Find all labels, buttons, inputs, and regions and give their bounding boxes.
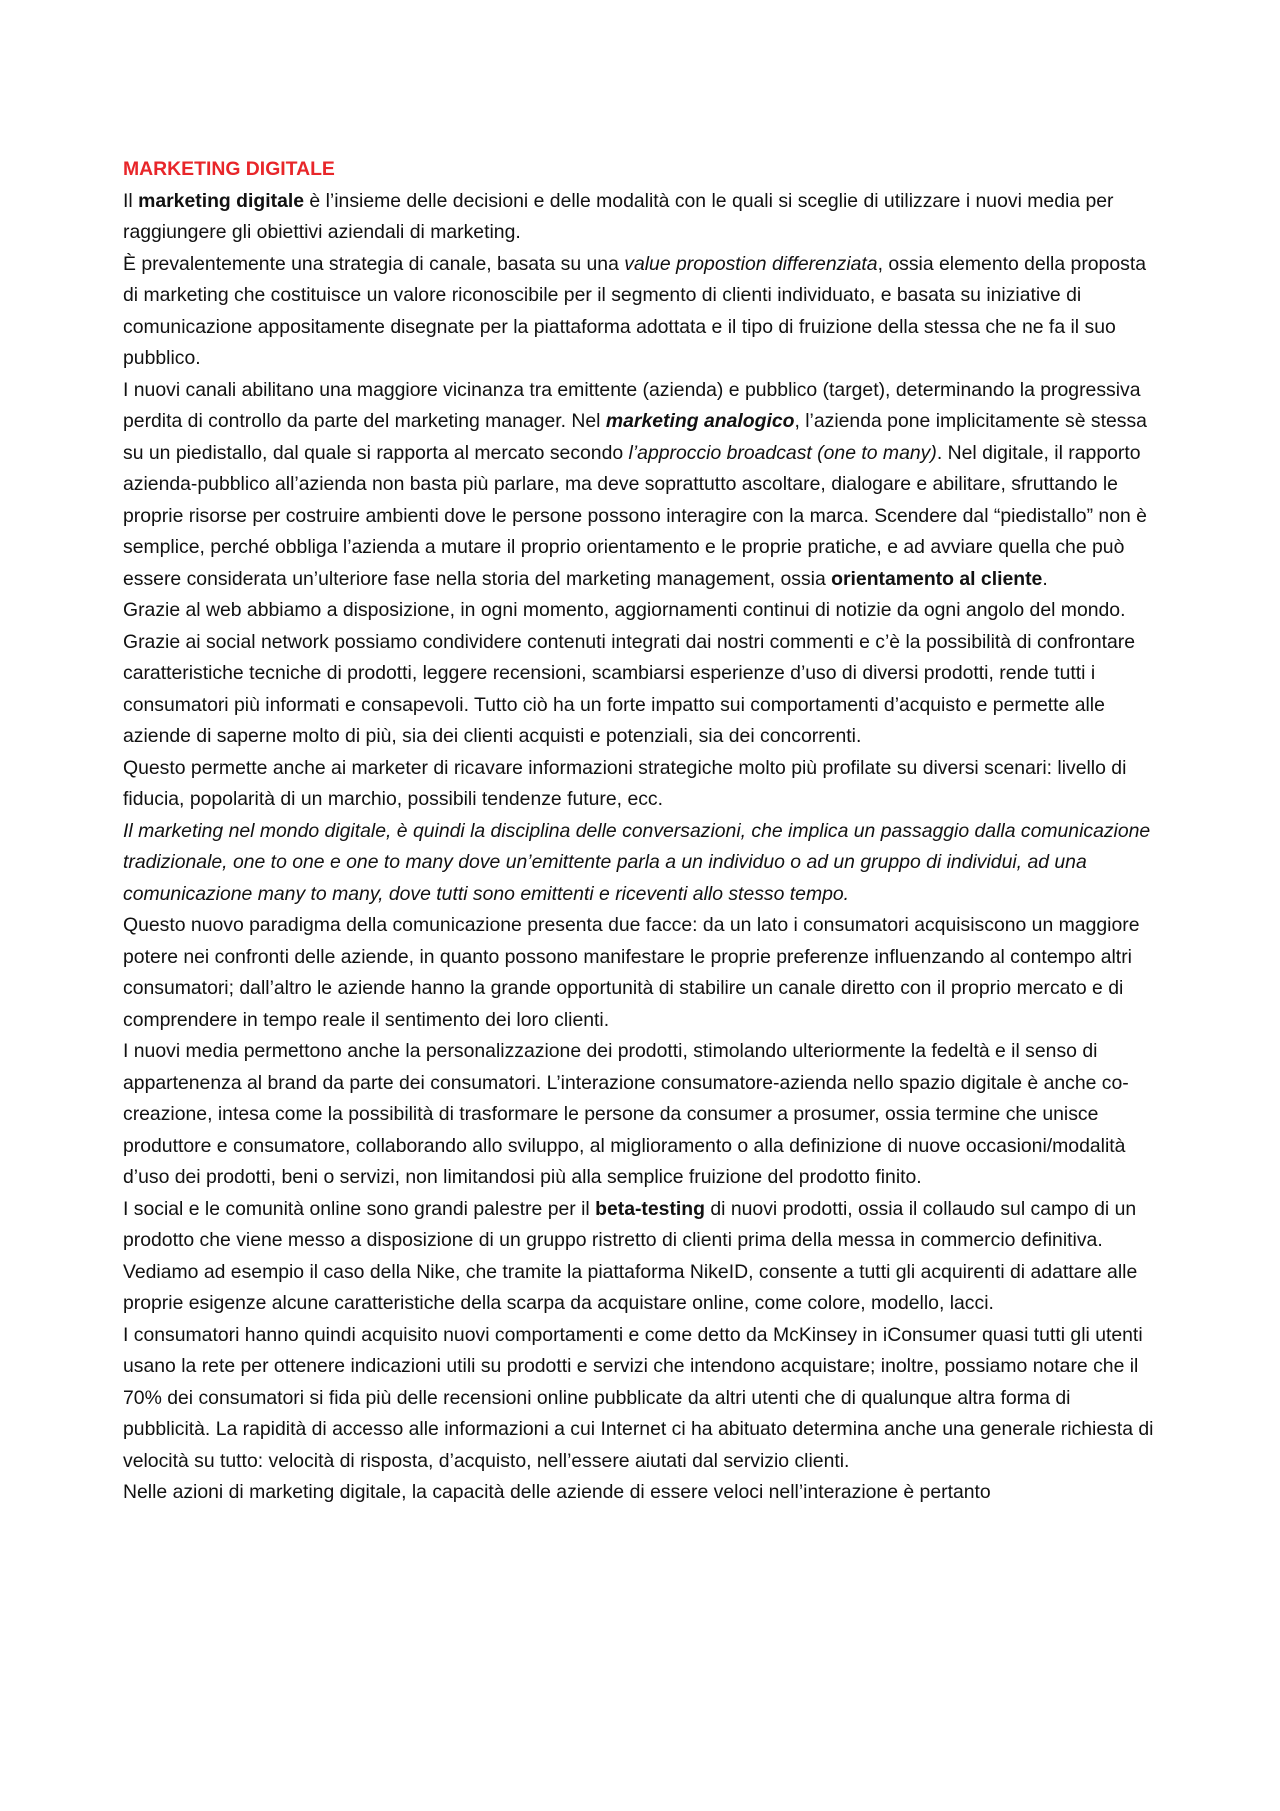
paragraph-definition: [123, 186, 1163, 249]
text-run: Nelle azioni di marketing digitale, la capacità delle aziende di essere veloci nell’interazione è pertanto: [123, 1481, 991, 1503]
text-run: È prevalentemente una strategia di canale, basata su una: [123, 252, 625, 275]
text-run: , ossia elemento della proposta di marketing che costituisce un valore riconoscibile per il segmento di clienti individuato, e basata su iniziative di comunicazione appositamente disegnate per la piattaforma adottata e il tipo di fruizione della stessa che ne fa il suo pubblico.: [123, 252, 1146, 369]
paragraph-speed: [123, 1477, 1163, 1509]
bold-term-orientamento-al-cliente: orientamento al cliente: [831, 567, 1043, 590]
text-run: è l’insieme delle decisioni e delle modalità con le quali si sceglie di utilizzare i nuovi media per raggiungere gli obiettivi aziendali di marketing.: [123, 189, 1114, 243]
bold-term-marketing-digitale: marketing digitale: [138, 189, 305, 212]
text-run: Questo nuovo paradigma della comunicazione presenta due facce: da un lato i consumatori acquisiscono un maggiore potere nei confronti delle aziende, in quanto possono manifestare le proprie preferenze influenzando al contempo altri consumatori; dall’altro le aziende hanno la grande opportunità di stabilire un canale diretto con il proprio mercato e di comprendere in tempo reale il sentimento dei loro clienti.: [123, 914, 1140, 1031]
text-run: I social e le comunità online sono grandi palestre per il: [123, 1197, 596, 1220]
text-run: , l’azienda pone implicitamente sè stessa su un piedistallo, dal quale si rapporta al mercato secondo: [123, 410, 1147, 464]
paragraph-personalization: [123, 1036, 1163, 1194]
paragraph-paradigm: [123, 910, 1163, 1036]
bold-italic-text: marketing analogico: [605, 410, 795, 432]
document-title: MARKETING DIGITALE: [123, 158, 335, 180]
paragraph-marketer-info: [123, 753, 1163, 816]
paragraph-new-channels: [123, 375, 1163, 596]
paragraph-channel-strategy: [123, 249, 1163, 375]
text-run: .: [1042, 567, 1048, 590]
italic-text-run: Il marketing nel mondo digitale, è quindi la disciplina delle conversazioni, che implica un passaggio dalla comunicazione tradizionale, one to one e one to many dove un’emittente parla a un individuo o ad un gruppo di individui, ad una comunicazione many to many, dove tutti sono emittenti e riceventi allo stesso tempo.: [123, 819, 1151, 905]
text-run: di nuovi prodotti, ossia il collaudo sul campo di un prodotto che viene messo a disposizione di un gruppo ristretto di clienti prima della messa in commercio definitiva. Vediamo ad esempio il caso della Nike, che tramite la piattaforma NikeID, consente a tutti gli acquirenti di adattare alle proprie esigenze alcune caratteristiche della scarpa da acquistare online, come colore, modello, lacci.: [123, 1197, 1138, 1314]
paragraph-conversations: [123, 816, 1163, 911]
text-run: I nuovi canali abilitano una maggiore vicinanza tra emittente (azienda) e pubblico (target), determinando la progressiva perdita di controllo da parte del marketing manager. Nel: [123, 378, 1141, 432]
paragraph-web-social: [123, 595, 1163, 753]
text-run: I consumatori hanno quindi acquisito nuovi comportamenti e come detto da McKinsey in iConsumer quasi tutti gli utenti usano la rete per ottenere indicazioni utili su prodotti e servizi che intendono acquistare; inoltre, possiamo notare che il 70% dei consumatori si fida più delle recensioni online pubblicate da altri utenti che di qualunque altra forma di pubblicità. La rapidità di accesso alle informazioni a cui Internet ci ha abituato determina anche una generale richiesta di velocità su tutto: velocità di risposta, d’acquisto, nell’essere aiutati dal servizio clienti.: [123, 1323, 1154, 1472]
text-run: Il: [123, 189, 139, 212]
bold-italic-term-marketing-analogico: [606, 410, 795, 432]
paragraph-consumer-behaviour: [123, 1320, 1163, 1478]
bold-term-beta-testing: beta-testing: [595, 1197, 705, 1220]
text-run: . Nel digitale, il rapporto azienda-pubblico all’azienda non basta più parlare, ma deve soprattutto ascoltare, dialogare e abilitare, sfruttando le proprie risorse per costruire ambienti dove le persone possono interagire con la marca. Scendere dal “piedistallo” non è semplice, perché obbliga l’azienda a mutare il proprio orientamento e le proprie pratiche, e ad avviare quella che può essere considerata un’ulteriore fase nella storia del marketing management, ossia: [123, 441, 1147, 590]
paragraph-beta-testing: [123, 1194, 1163, 1320]
text-run: I nuovi media permettono anche la personalizzazione dei prodotti, stimolando ulteriormente la fedeltà e il senso di appartenenza al brand da parte dei consumatori. L’interazione consumatore-azienda nello spazio digitale è anche co-creazione, intesa come la possibilità di trasformare le persone da consumer a prosumer, ossia termine che unisce produttore e consumatore, collaborando allo sviluppo, al miglioramento o alla definizione di nuove occasioni/modalità d’uso dei prodotti, beni o servizi, non limitandosi più alla semplice fruizione del prodotto finito.: [123, 1040, 1129, 1188]
document-body: [123, 154, 1163, 1509]
italic-term-value-proposition: value propostion differenziata: [624, 252, 878, 275]
italic-term-broadcast: l’approccio broadcast (one to many): [628, 441, 937, 464]
text-run: Questo permette anche ai marketer di ricavare informazioni strategiche molto più profilate su diversi scenari: livello di fiducia, popolarità di un marchio, possibili tendenze future, ecc.: [123, 756, 1127, 810]
text-run: Grazie al web abbiamo a disposizione, in ogni momento, aggiornamenti continui di notizie da ogni angolo del mondo. Grazie ai social network possiamo condividere contenuti integrati dai nostri commenti e c’è la possibilità di confrontare caratteristiche tecniche di prodotti, leggere recensioni, scambiarsi esperienze d’uso di diversi prodotti, rende tutti i consumatori più informati e consapevoli. Tutto ciò ha un forte impatto sui comportamenti d’acquisto e permette alle aziende di saperne molto di più, sia dei clienti acquisti e potenziali, sia dei concorrenti.: [123, 599, 1136, 747]
